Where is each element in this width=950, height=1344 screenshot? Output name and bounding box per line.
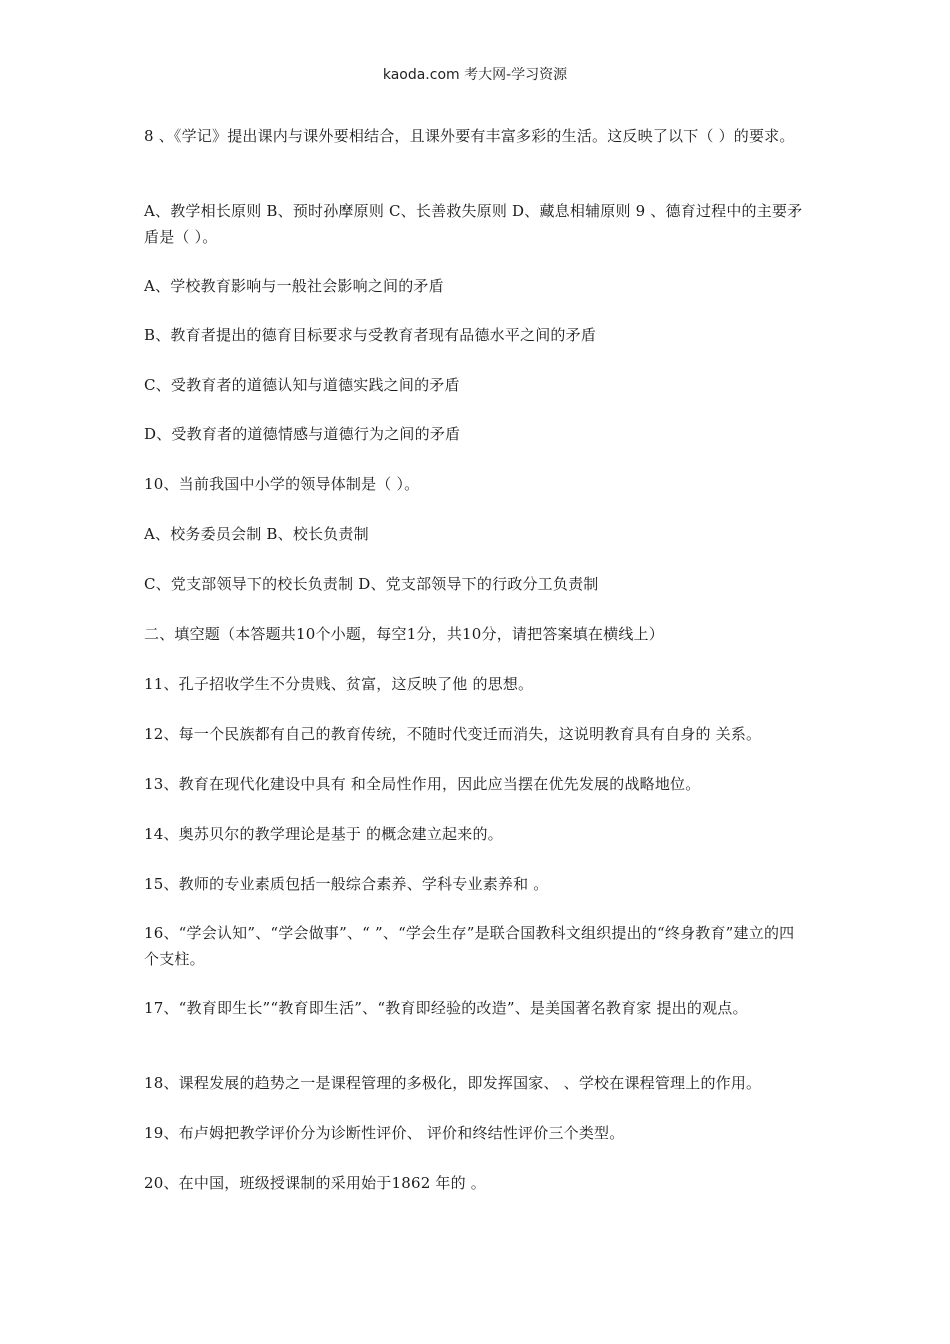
question-13: 13、教育在现代化建设中具有 和全局性作用，因此应当摆在优先发展的战略地位。 — [144, 775, 701, 793]
question-9-option-c: C、受教育者的道德认知与道德实践之间的矛盾 — [144, 376, 460, 394]
question-14: 14、奥苏贝尔的教学理论是基于 的概念建立起来的。 — [144, 825, 503, 843]
question-9-option-d: D、受教育者的道德情感与道德行为之间的矛盾 — [144, 425, 461, 443]
question-19: 19、布卢姆把教学评价分为诊断性评价、 评价和终结性评价三个类型。 — [144, 1124, 625, 1142]
question-8: 8 、《学记》提出课内与课外要相结合，且课外要有丰富多彩的生活。这反映了以下（ ）的要求。 — [144, 127, 795, 145]
question-18: 18、课程发展的趋势之一是课程管理的多极化，即发挥国家、 、学校在课程管理上的作用。 — [144, 1074, 762, 1092]
question-8-options-and-question-9: A、教学相长原则 B、预时孙摩原则 C、长善救失原则 D、藏息相辅原则 9 、德育过程中的主要矛盾是（ ）。 — [144, 202, 803, 246]
question-17: 17、“教育即生长”“教育即生活”、“教育即经验的改造”、是美国著名教育家 提出的观点。 — [144, 999, 748, 1017]
question-11: 11、孔子招收学生不分贵贱、贫富，这反映了他 的思想。 — [144, 675, 534, 693]
question-15: 15、教师的专业素质包括一般综合素养、学科专业素养和 。 — [144, 875, 549, 893]
question-9-option-a: A、学校教育影响与一般社会影响之间的矛盾 — [144, 277, 444, 295]
section-heading-fill-in: 二、填空题（本答题共10个小题，每空1分，共10分，请把答案填在横线上） — [144, 625, 664, 643]
question-10-options-cd: C、党支部领导下的校长负责制 D、党支部领导下的行政分工负责制 — [144, 575, 599, 593]
question-16: 16、“学会认知”、“学会做事”、“ ”、“学会生存”是联合国教科文组织提出的“终身教育”建立的四个支柱。 — [144, 924, 795, 968]
page-header: kaoda.com 考大网-学习资源 — [382, 67, 568, 83]
question-20: 20、在中国，班级授课制的采用始于1862 年的 。 — [144, 1174, 486, 1192]
question-12: 12、每一个民族都有自己的教育传统，不随时代变迁而消失，这说明教育具有自身的 关系。 — [144, 725, 762, 743]
question-10: 10、当前我国中小学的领导体制是（ ）。 — [144, 475, 420, 493]
question-9-option-b: B、教育者提出的德育目标要求与受教育者现有品德水平之间的矛盾 — [144, 326, 597, 344]
question-10-options-ab: A、校务委员会制 B、校长负责制 — [144, 525, 369, 543]
